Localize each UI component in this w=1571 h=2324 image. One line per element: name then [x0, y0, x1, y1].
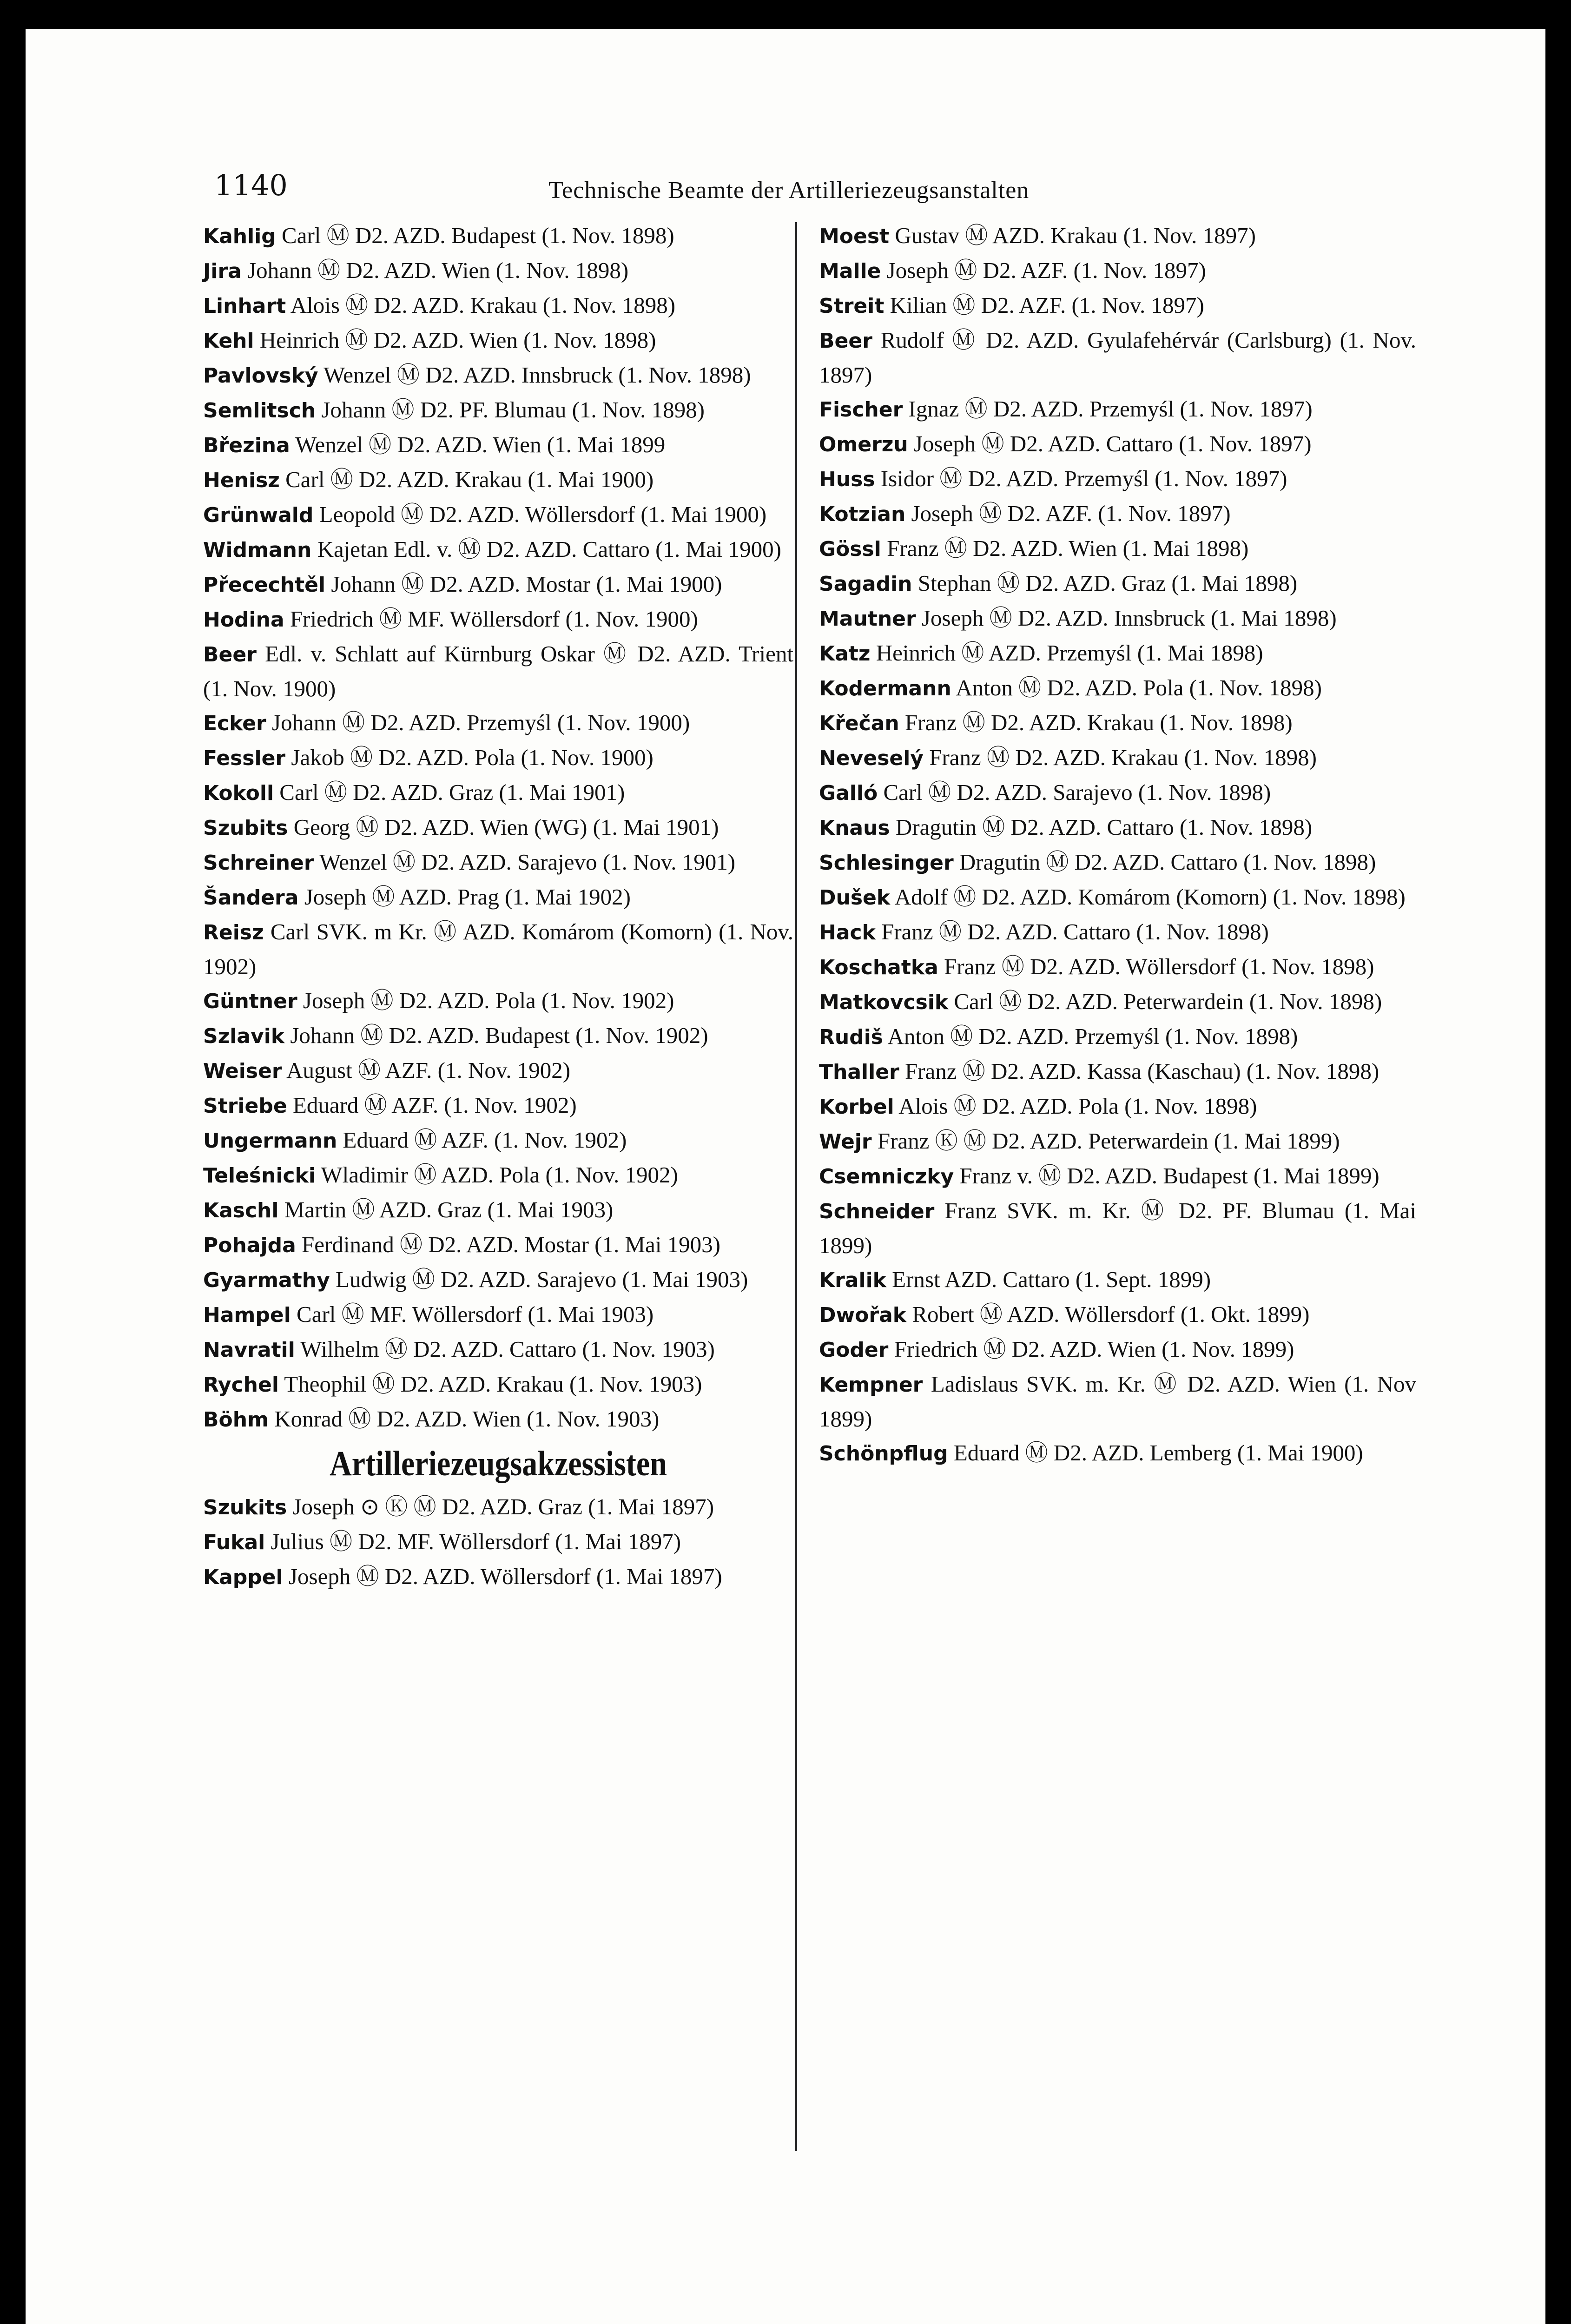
- register-entry: [203, 428, 793, 462]
- entry-surname: Neveselý: [819, 746, 924, 770]
- register-entry: [819, 1054, 1416, 1089]
- entry-details: Dragutin Ⓜ D2. AZD. Cattaro (1. Nov. 1898): [895, 814, 1313, 840]
- register-entry: [203, 602, 793, 637]
- register-entry: [819, 1436, 1416, 1471]
- entry-surname: Kotzian: [819, 502, 906, 526]
- entry-surname: Widmann: [203, 538, 312, 562]
- register-entry: [203, 532, 793, 567]
- entry-details: Eduard Ⓜ AZF. (1. Nov. 1902): [343, 1127, 627, 1153]
- entry-details: Anton Ⓜ D2. AZD. Przemyśl (1. Nov. 1898): [887, 1023, 1298, 1049]
- entry-surname: Ecker: [203, 712, 266, 735]
- left-entry-list-after: [203, 1490, 793, 1594]
- register-entry: [203, 1018, 793, 1053]
- entry-details: Theophil Ⓜ D2. AZD. Krakau (1. Nov. 1903): [284, 1371, 702, 1397]
- entry-details: Kajetan Edl. v. Ⓜ D2. AZD. Cattaro (1. Mai 1900): [317, 536, 781, 562]
- entry-surname: Březina: [203, 434, 290, 457]
- entry-details: Kilian Ⓜ D2. AZF. (1. Nov. 1897): [890, 292, 1204, 318]
- entry-details: Wenzel Ⓜ D2. AZD. Wien (1. Mai 1899: [295, 432, 666, 457]
- entry-details: Carl Ⓜ D2. AZD. Krakau (1. Mai 1900): [285, 467, 654, 492]
- entry-surname: Moest: [819, 224, 890, 248]
- register-entry: [203, 915, 793, 984]
- entry-details: August Ⓜ AZF. (1. Nov. 1902): [286, 1057, 571, 1083]
- register-entry: [819, 531, 1416, 566]
- register-entry: [203, 253, 793, 288]
- entry-details: Georg Ⓜ D2. AZD. Wien (WG) (1. Mai 1901): [293, 814, 719, 840]
- entry-details: Wladimir Ⓜ AZD. Pola (1. Nov. 1902): [321, 1162, 678, 1188]
- entry-surname: Pohajda: [203, 1234, 296, 1257]
- register-entry: [203, 497, 793, 532]
- entry-surname: Omerzu: [819, 433, 908, 456]
- register-entry: [203, 1297, 793, 1332]
- register-entry: [203, 845, 793, 880]
- register-entry: [203, 1053, 793, 1088]
- entry-details: Wenzel Ⓜ D2. AZD. Innsbruck (1. Nov. 1898): [323, 362, 751, 388]
- register-entry: [819, 566, 1416, 601]
- register-entry: [203, 1228, 793, 1262]
- entry-surname: Křečan: [819, 712, 899, 735]
- register-entry: [819, 1332, 1416, 1367]
- register-entry: [819, 1262, 1416, 1297]
- entry-details: Joseph Ⓜ AZD. Prag (1. Mai 1902): [304, 884, 631, 910]
- page-title: Technische Beamte der Artilleriezeugsanstalten: [548, 177, 1030, 204]
- register-entry: [819, 706, 1416, 740]
- entry-details: Heinrich Ⓜ D2. AZD. Wien (1. Nov. 1898): [259, 327, 656, 353]
- entry-surname: Teleśnicki: [203, 1164, 316, 1188]
- entry-surname: Katz: [819, 642, 871, 666]
- register-entry: [203, 567, 793, 602]
- register-entry: [203, 218, 793, 253]
- register-entry: [819, 1124, 1416, 1159]
- entry-surname: Beer: [819, 329, 872, 353]
- left-entry-list: [203, 218, 793, 1437]
- entry-surname: Henisz: [203, 469, 280, 492]
- register-entry: [819, 636, 1416, 671]
- register-entry: [203, 288, 793, 323]
- register-entry: [819, 880, 1416, 915]
- register-entry: [819, 1194, 1416, 1262]
- entry-details: Joseph Ⓜ D2. AZF. (1. Nov. 1897): [911, 501, 1231, 526]
- entry-surname: Goder: [819, 1338, 889, 1362]
- entry-surname: Kempner: [819, 1373, 923, 1397]
- entry-surname: Fischer: [819, 398, 903, 422]
- register-entry: [203, 1123, 793, 1158]
- entry-details: Franz Ⓜ D2. AZD. Cattaro (1. Nov. 1898): [881, 919, 1269, 944]
- register-entry: [819, 671, 1416, 706]
- entry-surname: Navratil: [203, 1338, 295, 1362]
- entry-details: Leopold Ⓜ D2. AZD. Wöllersdorf (1. Mai 1900): [319, 502, 767, 527]
- entry-surname: Schlesinger: [819, 851, 954, 875]
- entry-surname: Böhm: [203, 1408, 269, 1432]
- entry-details: Franz Ⓜ D2. AZD. Krakau (1. Nov. 1898): [904, 710, 1293, 735]
- register-entry: [819, 845, 1416, 880]
- entry-details: Dragutin Ⓜ D2. AZD. Cattaro (1. Nov. 1898): [959, 849, 1376, 875]
- entry-details: Gustav Ⓜ AZD. Krakau (1. Nov. 1897): [895, 223, 1256, 248]
- entry-details: Ferdinand Ⓜ D2. AZD. Mostar (1. Mai 1903): [302, 1232, 720, 1257]
- entry-surname: Szukits: [203, 1496, 287, 1519]
- entry-surname: Szlavik: [203, 1024, 285, 1048]
- entry-details: Carl Ⓜ D2. AZD. Graz (1. Mai 1901): [279, 779, 625, 805]
- entry-details: Anton Ⓜ D2. AZD. Pola (1. Nov. 1898): [956, 675, 1322, 700]
- entry-surname: Fessler: [203, 746, 286, 770]
- register-entry: [203, 984, 793, 1018]
- register-entry: [203, 1088, 793, 1123]
- entry-details: Joseph Ⓜ D2. AZD. Innsbruck (1. Mai 1898): [921, 605, 1337, 631]
- entry-surname: Hodina: [203, 608, 284, 632]
- register-entry: [819, 1159, 1416, 1194]
- register-entry: [203, 358, 793, 393]
- register-entry: [203, 880, 793, 915]
- entry-surname: Sagadin: [819, 572, 912, 596]
- register-entry: [203, 706, 793, 740]
- register-entry: [203, 1402, 793, 1437]
- register-entry: [203, 637, 793, 706]
- entry-surname: Hack: [819, 921, 876, 944]
- register-entry: [203, 775, 793, 810]
- entry-surname: Reisz: [203, 921, 264, 944]
- entry-details: Franz v. Ⓜ D2. AZD. Budapest (1. Mai 1899): [959, 1163, 1380, 1188]
- entry-surname: Kralik: [819, 1268, 886, 1292]
- register-entry: [203, 1525, 793, 1559]
- entry-surname: Rychel: [203, 1373, 279, 1397]
- section-heading: Artilleriezeugsakzessisten: [330, 1444, 667, 1484]
- entry-details: Ladislaus SVK. m. Kr. Ⓜ D2. AZD. Wien (1. Nov 1899): [819, 1371, 1416, 1432]
- entry-surname: Jira: [203, 259, 242, 283]
- entry-surname: Koschatka: [819, 956, 938, 979]
- entry-details: Heinrich Ⓜ AZD. Przemyśl (1. Mai 1898): [876, 640, 1263, 666]
- entry-surname: Galló: [819, 781, 878, 805]
- right-column: [819, 218, 1416, 1471]
- entry-details: Carl SVK. m Kr. Ⓜ AZD. Komárom (Komorn) (1. Nov. 1902): [203, 919, 793, 979]
- entry-surname: Csemniczky: [819, 1165, 954, 1188]
- entry-surname: Schreiner: [203, 851, 314, 875]
- register-entry: [203, 1332, 793, 1367]
- register-entry: [819, 775, 1416, 810]
- entry-surname: Kehl: [203, 329, 254, 353]
- register-entry: [819, 950, 1416, 984]
- register-entry: [819, 740, 1416, 775]
- entry-details: Joseph Ⓜ D2. AZF. (1. Nov. 1897): [886, 257, 1206, 283]
- register-entry: [819, 462, 1416, 496]
- entry-surname: Fukal: [203, 1531, 265, 1554]
- entry-details: Franz Ⓜ D2. AZD. Krakau (1. Nov. 1898): [929, 745, 1317, 770]
- entry-surname: Ungermann: [203, 1129, 337, 1153]
- entry-details: Joseph Ⓜ D2. AZD. Cattaro (1. Nov. 1897): [913, 431, 1312, 456]
- register-entry: [819, 1089, 1416, 1124]
- register-entry: [819, 1019, 1416, 1054]
- entry-details: Carl Ⓜ MF. Wöllersdorf (1. Mai 1903): [297, 1301, 654, 1327]
- register-entry: [819, 601, 1416, 636]
- entry-surname: Wejr: [819, 1130, 872, 1154]
- entry-details: Franz Ⓜ D2. AZD. Wien (1. Mai 1898): [887, 535, 1249, 561]
- entry-surname: Kodermann: [819, 677, 951, 700]
- entry-details: Konrad Ⓜ D2. AZD. Wien (1. Nov. 1903): [274, 1406, 660, 1432]
- entry-details: Alois Ⓜ D2. AZD. Pola (1. Nov. 1898): [898, 1093, 1257, 1119]
- entry-details: Johann Ⓜ D2. AZD. Wien (1. Nov. 1898): [247, 257, 629, 283]
- left-column: [203, 218, 793, 1594]
- entry-surname: Güntner: [203, 990, 297, 1013]
- entry-surname: Szubits: [203, 816, 288, 840]
- entry-surname: Weiser: [203, 1059, 282, 1083]
- register-entry: [203, 1158, 793, 1193]
- entry-details: Edl. v. Schlatt auf Kürnburg Oskar Ⓜ D2. AZD. Trient (1. Nov. 1900): [203, 641, 793, 701]
- entry-surname: Schönpflug: [819, 1442, 948, 1466]
- entry-surname: Knaus: [819, 816, 890, 840]
- entry-details: Rudolf Ⓜ D2. AZD. Gyulafehérvár (Carlsburg) (1. Nov. 1897): [819, 327, 1417, 388]
- entry-details: Wilhelm Ⓜ D2. AZD. Cattaro (1. Nov. 1903): [300, 1336, 715, 1362]
- entry-details: Robert Ⓜ AZD. Wöllersdorf (1. Okt. 1899): [912, 1301, 1310, 1327]
- entry-details: Joseph Ⓜ D2. AZD. Pola (1. Nov. 1902): [303, 988, 674, 1013]
- register-entry: [203, 1559, 793, 1594]
- register-entry: [819, 496, 1416, 531]
- register-entry: [819, 323, 1416, 392]
- entry-surname: Kahlig: [203, 224, 276, 248]
- entry-details: Franz Ⓜ D2. AZD. Wöllersdorf (1. Nov. 1898): [944, 954, 1374, 979]
- entry-surname: Šandera: [203, 886, 299, 910]
- register-entry: [819, 253, 1416, 288]
- entry-surname: Streit: [819, 294, 885, 318]
- entry-details: Franz Ⓜ D2. AZD. Kassa (Kaschau) (1. Nov. 1898): [904, 1058, 1380, 1084]
- entry-surname: Gössl: [819, 537, 881, 561]
- right-entry-list: [819, 218, 1416, 1471]
- page-number: 1140: [214, 168, 288, 202]
- entry-details: Johann Ⓜ D2. PF. Blumau (1. Nov. 1898): [321, 397, 705, 423]
- register-entry: [819, 288, 1416, 323]
- register-entry: [203, 462, 793, 497]
- entry-details: Ernst AZD. Cattaro (1. Sept. 1899): [892, 1267, 1211, 1292]
- entry-details: Franz Ⓚ Ⓜ D2. AZD. Peterwardein (1. Mai 1899): [877, 1128, 1340, 1154]
- entry-surname: Thaller: [819, 1060, 899, 1084]
- entry-surname: Dwořak: [819, 1303, 907, 1327]
- entry-details: Stephan Ⓜ D2. AZD. Graz (1. Mai 1898): [918, 570, 1298, 596]
- register-entry: [203, 810, 793, 845]
- entry-surname: Kappel: [203, 1565, 283, 1589]
- entry-details: Ludwig Ⓜ D2. AZD. Sarajevo (1. Mai 1903): [336, 1267, 748, 1292]
- entry-surname: Matkovcsik: [819, 990, 949, 1014]
- entry-details: Friedrich Ⓜ MF. Wöllersdorf (1. Nov. 1900): [290, 606, 698, 632]
- register-entry: [819, 1297, 1416, 1332]
- entry-surname: Rudiš: [819, 1025, 883, 1049]
- register-entry: [203, 1262, 793, 1297]
- entry-surname: Huss: [819, 468, 875, 491]
- register-entry: [819, 218, 1416, 253]
- entry-details: Alois Ⓜ D2. AZD. Krakau (1. Nov. 1898): [290, 292, 676, 318]
- entry-details: Joseph ⊙ Ⓚ Ⓜ D2. AZD. Graz (1. Mai 1897): [292, 1494, 714, 1519]
- entry-details: Carl Ⓜ D2. AZD. Sarajevo (1. Nov. 1898): [883, 779, 1271, 805]
- entry-details: Martin Ⓜ AZD. Graz (1. Mai 1903): [284, 1197, 614, 1222]
- entry-details: Joseph Ⓜ D2. AZD. Wöllersdorf (1. Mai 1897): [288, 1564, 722, 1589]
- entry-surname: Schneider: [819, 1200, 935, 1223]
- entry-details: Friedrich Ⓜ D2. AZD. Wien (1. Nov. 1899): [894, 1336, 1294, 1362]
- entry-details: Ignaz Ⓜ D2. AZD. Przemyśl (1. Nov. 1897): [908, 396, 1313, 422]
- register-entry: [203, 1490, 793, 1525]
- entry-details: Jakob Ⓜ D2. AZD. Pola (1. Nov. 1900): [291, 745, 653, 770]
- entry-details: Eduard Ⓜ AZF. (1. Nov. 1902): [292, 1092, 577, 1118]
- register-entry: [819, 915, 1416, 950]
- entry-details: Wenzel Ⓜ D2. AZD. Sarajevo (1. Nov. 1901): [319, 849, 736, 875]
- register-entry: [819, 984, 1416, 1019]
- entry-surname: Dušek: [819, 886, 891, 910]
- register-entry: [203, 393, 793, 428]
- entry-surname: Malle: [819, 259, 881, 283]
- entry-surname: Linhart: [203, 294, 286, 318]
- entry-surname: Beer: [203, 643, 257, 667]
- entry-surname: Kokoll: [203, 781, 274, 805]
- entry-surname: Hampel: [203, 1303, 291, 1327]
- register-entry: [203, 1193, 793, 1228]
- entry-surname: Mautner: [819, 607, 916, 631]
- entry-details: Franz SVK. m. Kr. Ⓜ D2. PF. Blumau (1. Mai 1899): [819, 1198, 1417, 1258]
- entry-details: Johann Ⓜ D2. AZD. Budapest (1. Nov. 1902): [290, 1023, 708, 1048]
- register-entry: [819, 427, 1416, 462]
- entry-details: Johann Ⓜ D2. AZD. Przemyśl (1. Nov. 1900): [272, 710, 690, 735]
- column-divider: [795, 222, 797, 2151]
- entry-details: Isidor Ⓜ D2. AZD. Przemyśl (1. Nov. 1897): [880, 466, 1287, 491]
- entry-surname: Pavlovský: [203, 364, 318, 388]
- entry-surname: Kaschl: [203, 1199, 279, 1222]
- entry-details: Johann Ⓜ D2. AZD. Mostar (1. Mai 1900): [331, 571, 722, 597]
- register-entry: [819, 1367, 1416, 1436]
- entry-details: Julius Ⓜ D2. MF. Wöllersdorf (1. Mai 1897): [271, 1529, 681, 1554]
- entry-surname: Přecechtěl: [203, 573, 326, 597]
- register-entry: [819, 392, 1416, 427]
- entry-surname: Gyarmathy: [203, 1268, 330, 1292]
- entry-details: Eduard Ⓜ D2. AZD. Lemberg (1. Mai 1900): [953, 1440, 1363, 1466]
- entry-details: Carl Ⓜ D2. AZD. Budapest (1. Nov. 1898): [282, 223, 674, 248]
- entry-surname: Striebe: [203, 1094, 287, 1118]
- register-entry: [819, 810, 1416, 845]
- entry-surname: Semlitsch: [203, 399, 316, 423]
- entry-details: Carl Ⓜ D2. AZD. Peterwardein (1. Nov. 1898): [954, 989, 1382, 1014]
- register-entry: [203, 1367, 793, 1402]
- entry-surname: Korbel: [819, 1095, 894, 1119]
- register-entry: [203, 740, 793, 775]
- entry-details: Adolf Ⓜ D2. AZD. Komárom (Komorn) (1. Nov. 1898): [894, 884, 1406, 910]
- entry-surname: Grünwald: [203, 503, 314, 527]
- register-entry: [203, 323, 793, 358]
